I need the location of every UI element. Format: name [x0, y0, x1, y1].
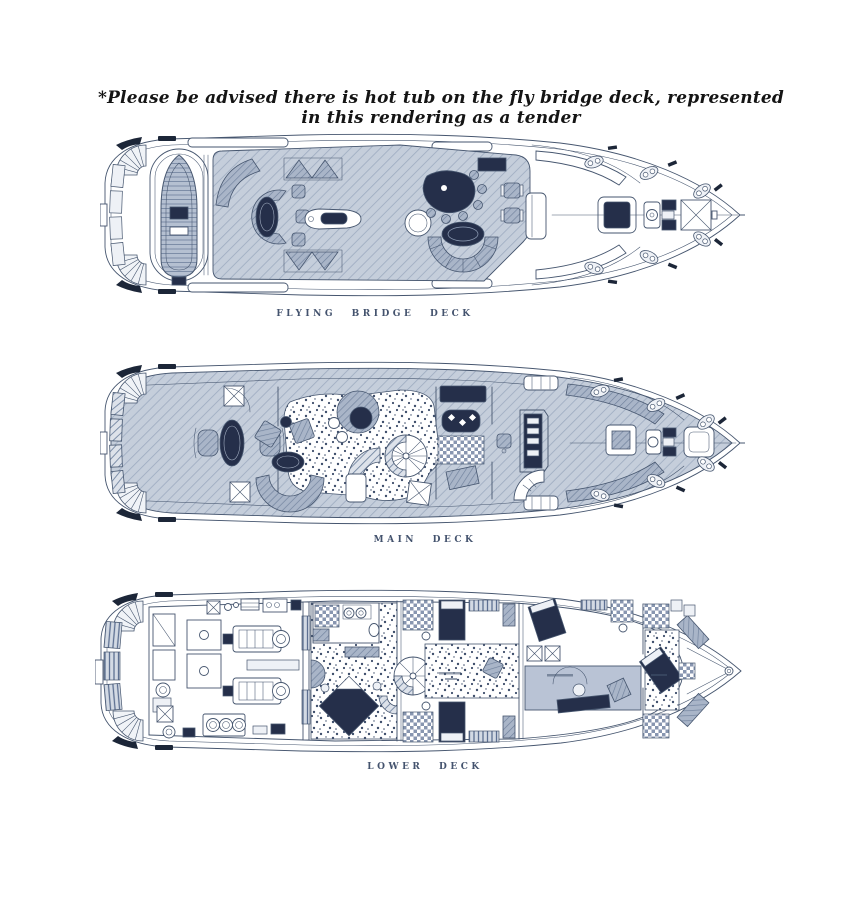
flying-bridge-deck-label: FLYING BRIDGE DECK — [276, 309, 474, 319]
md-aft-chair — [198, 430, 218, 456]
ld-engine-starboard — [223, 678, 290, 704]
ld-bath-floor — [403, 600, 433, 630]
md-deck-box — [407, 481, 432, 506]
main-deck-plan — [100, 360, 745, 526]
lower-deck-plan — [95, 586, 747, 756]
fb-hatch — [604, 202, 630, 228]
ld-vip-stateroom — [639, 604, 682, 738]
fb-counter — [478, 158, 506, 171]
ld-engine-port — [223, 626, 290, 652]
md-spiral-stair — [385, 435, 427, 477]
tender-motor — [172, 277, 186, 285]
md-windlass — [646, 428, 676, 456]
ld-guest-staterooms — [394, 600, 523, 742]
md-aft-table — [220, 420, 244, 466]
tender-console — [170, 207, 188, 219]
ld-corridor — [425, 644, 519, 698]
ld-master-stateroom — [311, 601, 401, 741]
flying-bridge-deck-plan — [100, 131, 745, 299]
ld-bath-floor — [403, 712, 433, 742]
main-deck-label: MAIN DECK — [373, 535, 477, 545]
ld-electrical-panels — [187, 620, 221, 688]
ld-owner-office — [525, 666, 641, 713]
ld-master-bath — [313, 603, 379, 643]
fb-windlass — [644, 200, 676, 230]
lower-deck-label: LOWER DECK — [367, 762, 483, 772]
fb-jet-ski — [305, 209, 361, 229]
ld-dresser — [345, 647, 379, 657]
hot-tub-note: *Please be advised there is hot tub on the fly bridge deck, represented in this rendering as a tender — [97, 88, 784, 128]
ld-generator — [203, 714, 246, 736]
md-helm-chair — [497, 434, 511, 448]
fb-stern-tab — [100, 204, 107, 226]
